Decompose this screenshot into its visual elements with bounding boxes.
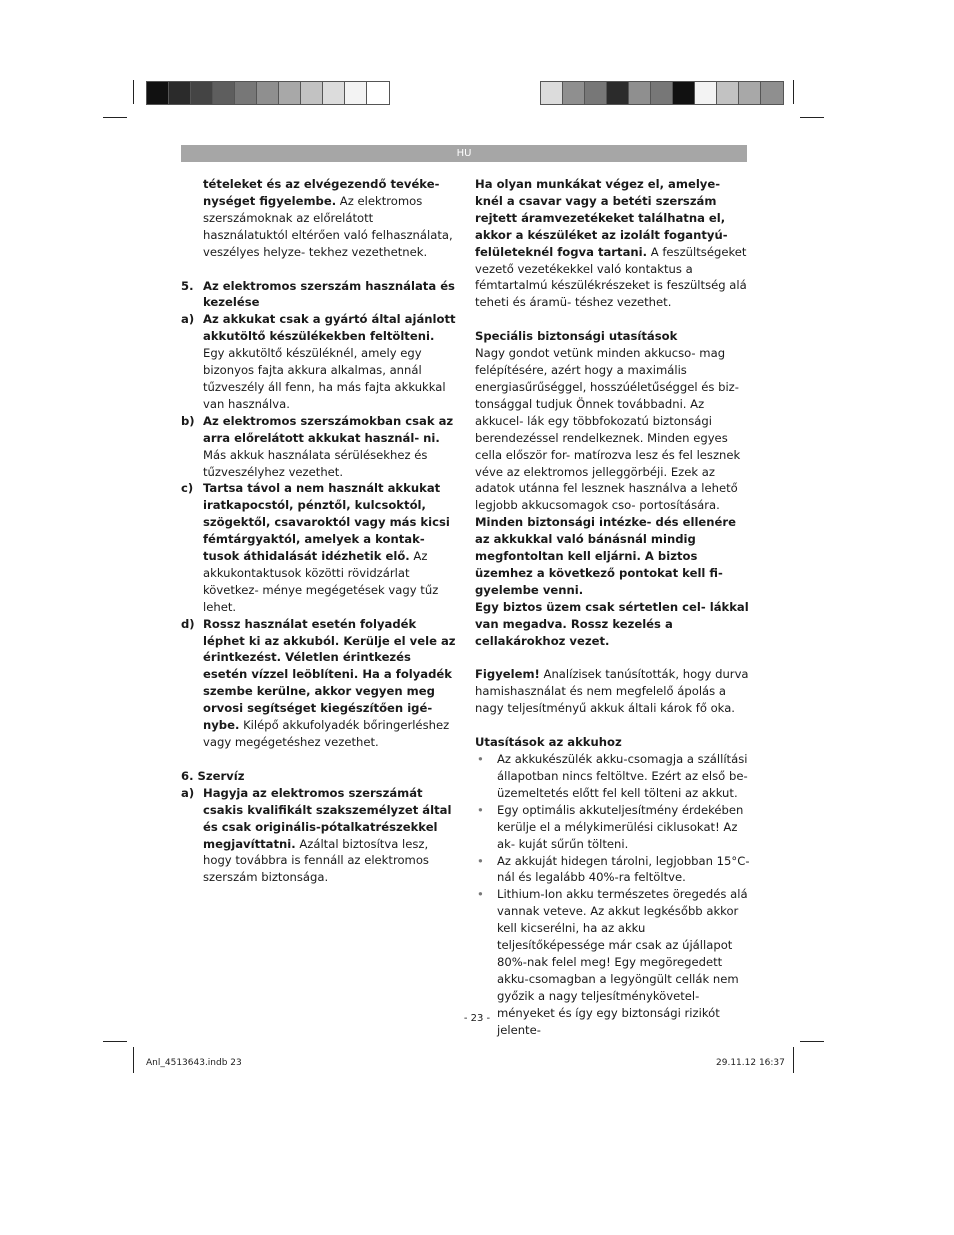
warning-paragraph (475, 666, 751, 717)
rule-bold: Rossz használat esetén folyadék léphet ki az akkuból. Kerülje el vele az érintkezést. Véletlen érintkezés esetén vízzel leöblíteni. Ha a folyadék szembe kerülne, akkor vegyen meg orvosi segítséget kiegészítően igé- nybe. (203, 616, 456, 733)
color-bar-right (540, 81, 784, 105)
color-swatch (257, 82, 279, 104)
bullet-text: Az akkukészülék akku-csomagja a szállítási állapotban nincs feltöltve. Ezért az első be- üzemeltetés előtt fel kell tölteni az akkut. (497, 752, 748, 800)
special-safety-title: Speciális biztonsági utasítások (475, 329, 678, 344)
battery-instructions-title: Utasítások az akkuhoz (475, 735, 622, 750)
color-swatch (345, 82, 367, 104)
rule-5b (181, 413, 457, 481)
paragraph-bold: Ha olyan munkákat végez el, amelye- knél a csavar vagy a betéti szerszám rejtett áramvezetékeket találhatna el, akkor a készüléket az izolált fogantyú- felületeknél fogva tartani. (475, 177, 728, 259)
rule-bold: Az elektromos szerszámokban csak az arra előrelátott akkukat használ- ni. (203, 413, 454, 445)
section-5-heading (181, 278, 457, 312)
battery-instructions-list (475, 751, 751, 1038)
rule-text: Egy akkutöltő készüléknél, amely egy bizonyos fajta akkura alkalmas, annál tűzveszély áll fenn, ha más fajta akkukkal van használva. (203, 346, 446, 411)
color-swatch (235, 82, 257, 104)
color-swatch (739, 82, 761, 104)
color-swatch (563, 82, 585, 104)
bullet-item (475, 853, 751, 887)
rule-label: b) (181, 413, 195, 428)
bullet-text: Az akkuját hidegen tárolni, legjobban 15°C- nál és legalább 40%-ra feltöltve. (497, 853, 750, 885)
color-swatch (323, 82, 345, 104)
color-swatch (301, 82, 323, 104)
color-swatch (169, 82, 191, 104)
crop-mark (800, 117, 824, 118)
color-swatch (607, 82, 629, 104)
intro-paragraph (181, 176, 457, 261)
section-5-number: 5. (181, 278, 194, 293)
paragraph-text: Nagy gondot vetünk minden akkucso- mag felépítésére, azért hogy a maximális energiasűrűséggel, hosszúéletűséggel és biz- tonsággal tudjuk Önnek továbbadni. Az akkucel- lák egy többfokozatú biztonsági berendezéssel rendelkeznek. Minden egyes cella először for- matírozva lesz és fel lesznek véve az elektromos jelleggörbéji. Ezek az adatok utánna fel lesznek használva a lehető legjobb akkucsomagok cso- portosítására. (475, 346, 741, 513)
intro-bold: tételeket és az elvégezendő tevéke- nységet figyelembe. (203, 177, 440, 208)
warning-text: Analízisek tanúsították, hogy durva hamishasználat és nem megfelelő ápolás a nagy teljesítményű akkuk általi károk fő oka. (475, 667, 749, 716)
right-column (475, 176, 751, 1039)
bullet-icon: • (477, 853, 484, 868)
color-swatch (673, 82, 695, 104)
rule-text: Az akkukontaktusok közötti rövidzárlat következ- ménye megégetések vagy tűz lehet. (203, 549, 439, 614)
language-header: HU (181, 145, 747, 162)
intro-text: Az elektromos szerszámoknak az előrelátott használatuktól eltérően való felhasználata, veszélyes helyze- tekhez vezethetnek. (203, 193, 453, 259)
bullet-icon: • (477, 887, 484, 902)
rule-6a (181, 785, 457, 886)
crop-mark (793, 1047, 794, 1073)
section-5-title: Az elektromos szerszám használata és kezelése (203, 278, 455, 310)
rule-label: c) (181, 481, 194, 496)
bullet-text: Egy optimális akkuteljesítmény érdekében kerülje el a mélykimerülési ciklusokat! Az ak- kuját sűrűn tölteni. (497, 802, 744, 851)
section-6-title: 6. Szervíz (181, 768, 245, 783)
bullet-text: Lithium-Ion akku természetes öregedés alá vannak veteve. Az akkut legkésőbb akkor kell kicserélni, ha az akku teljesítőképessége már csak az újállapot 80%-nak felel meg! Egy megöregedett akku-csomagban a legyöngült cellák nem győzik a nagy teljesítménykövetel- ményeket és így egy biztonsági rizikót jelente- (497, 887, 748, 1037)
rule-text: Más akkuk használata sérülésekhez és tűzveszélyhez vezethet. (203, 447, 428, 479)
color-swatch (279, 82, 301, 104)
hidden-wires-paragraph (475, 176, 751, 311)
rule-label: a) (181, 312, 195, 327)
color-swatch (541, 82, 563, 104)
crop-mark (103, 117, 127, 118)
bullet-item (475, 802, 751, 853)
rule-5c (181, 480, 457, 615)
color-swatch (147, 82, 169, 104)
color-swatch (651, 82, 673, 104)
rule-label: a) (181, 785, 195, 800)
color-swatch (717, 82, 739, 104)
color-swatch (629, 82, 651, 104)
special-safety-paragraph (475, 345, 751, 599)
bullet-item (475, 751, 751, 802)
color-swatch (695, 82, 717, 104)
crop-mark (133, 80, 134, 104)
safe-operation-note: Egy biztos üzem csak sértetlen cel- lákkal van megadva. Rossz kezelés a cellakárokhoz vezet. (475, 599, 749, 648)
left-column (181, 176, 457, 886)
color-swatch (585, 82, 607, 104)
paragraph-bold: Minden biztonsági intézke- dés ellenére az akkukkal való bánásnál mindig megfontoltan kell eljárni. A biztos üzemhez a következő pontokat kell fi- gyelembe venni. (475, 515, 736, 597)
warning-label: Figyelem! (475, 667, 540, 682)
color-bar-left (146, 81, 390, 105)
rule-label: d) (181, 616, 195, 631)
bullet-icon: • (477, 802, 484, 817)
paragraph-text: A feszültségeket vezető vezetékekkel való kontaktus a fémtartalmú készülékrészeket is feszültség alá teheti és áramü- téshez vezethet. (475, 244, 747, 310)
color-swatch (761, 82, 783, 104)
color-swatch (191, 82, 213, 104)
bullet-icon: • (477, 752, 484, 767)
crop-mark (800, 1041, 824, 1042)
page-number: - 23 - (463, 1013, 491, 1024)
rule-bold: Az akkukat csak a gyártó által ajánlott akkutöltő készülékekben feltölteni. (203, 312, 456, 344)
footer-file: Anl_4513643.indb 23 (146, 1058, 242, 1068)
rule-text: Kilépő akkufolyadék bőringerléshez vagy megégetéshez vezethet. (203, 718, 450, 749)
rule-text: Azáltal biztosítva lesz, hogy továbbra is fennáll az elektromos szerszám biztonsága. (203, 836, 429, 885)
crop-mark (793, 80, 794, 104)
crop-mark (133, 1047, 134, 1073)
rule-5a (181, 311, 457, 412)
rule-bold: Tartsa távol a nem használt akkukat iratkapocstól, pénztől, kulcsoktól, szögektől, csavaroktól vagy más kicsi fémtárgyaktól, amelyek a kontak- tusok áthidalását idézhetik elő. (203, 481, 450, 564)
crop-mark (103, 1041, 127, 1042)
rule-bold: Hagyja az elektromos szerszámát csakis kvalifikált szakszemélyzet által és csak originális-pótalkatrészekkel megjavíttatni. (203, 785, 452, 851)
rule-5d (181, 616, 457, 751)
color-swatch (367, 82, 389, 104)
footer-date: 29.11.12 16:37 (716, 1058, 785, 1068)
color-swatch (213, 82, 235, 104)
